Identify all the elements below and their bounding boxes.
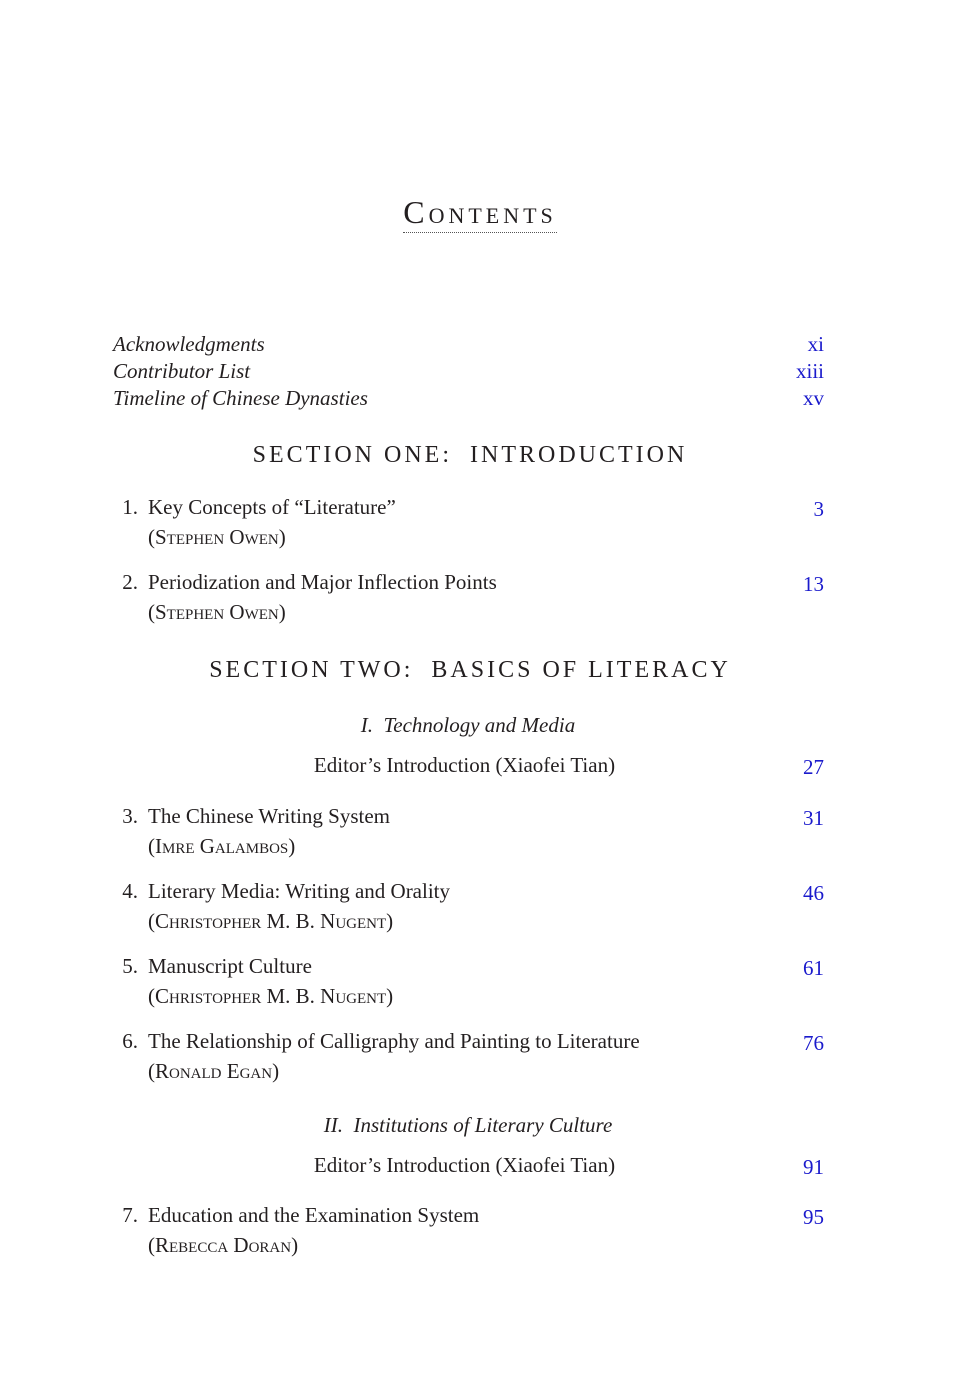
page-link[interactable]: 95 — [803, 1205, 824, 1229]
page-link[interactable]: 76 — [803, 1031, 824, 1055]
page-link[interactable]: 31 — [803, 806, 824, 830]
toc-item-acknowledgments[interactable] — [113, 331, 824, 358]
page-title — [0, 192, 960, 233]
entry-number: 5. — [122, 954, 138, 978]
entry-author: (Christopher M. B. Nugent) — [148, 909, 394, 933]
entry-author: (Rebecca Doran) — [148, 1233, 299, 1257]
editor-introduction-label-wrap — [113, 750, 824, 780]
page-link[interactable]: 27 — [803, 755, 824, 779]
entry-title: The Relationship of Calligraphy and Painting to Literature — [148, 1029, 640, 1053]
toc-item-label: Contributor List — [113, 359, 251, 383]
entry-number: 1. — [122, 495, 138, 519]
entry-number: 4. — [122, 879, 138, 903]
editor-introduction-label-wrap — [113, 1150, 824, 1180]
page-link[interactable]: 3 — [813, 497, 824, 521]
toc-item-timeline[interactable] — [113, 385, 824, 412]
entry-author: (Ronald Egan) — [148, 1059, 280, 1083]
page-link[interactable]: xi — [807, 332, 824, 356]
entry-author: (Stephen Owen) — [148, 600, 286, 624]
entry-author: (Stephen Owen) — [148, 525, 286, 549]
page-link[interactable]: 61 — [803, 956, 824, 980]
toc-item-label: Acknowledgments — [113, 332, 265, 356]
entry-author: (Christopher M. B. Nugent) — [148, 984, 394, 1008]
subsection-heading: II. Institutions of Literary Culture — [323, 1113, 613, 1137]
section-heading: SECTION TWO: BASICS OF LITERACY — [209, 657, 731, 683]
entry-author: (Imre Galambos) — [148, 834, 296, 858]
toc-item-label: Timeline of Chinese Dynasties — [113, 386, 368, 410]
entry-number: 3. — [122, 804, 138, 828]
entry-number: 7. — [122, 1203, 138, 1227]
toc-item-contributor-list[interactable] — [113, 358, 824, 385]
entry-title: Manuscript Culture — [148, 954, 312, 978]
page-link[interactable]: 91 — [803, 1155, 824, 1179]
entry-title: Literary Media: Writing and Orality — [148, 879, 451, 903]
page-link[interactable]: xv — [803, 386, 824, 410]
entry-title: Key Concepts of “Literature” — [148, 495, 396, 519]
entry-title: Periodization and Major Inflection Points — [148, 570, 497, 594]
subsection-heading: I. Technology and Media — [360, 713, 576, 737]
editor-introduction-label: Editor’s Introduction (Xiaofei Tian) — [313, 1153, 616, 1177]
entry-title: Education and the Examination System — [148, 1203, 480, 1227]
entry-number: 2. — [122, 570, 138, 594]
editor-introduction-label: Editor’s Introduction (Xiaofei Tian) — [313, 753, 616, 777]
page-link[interactable]: 13 — [803, 572, 824, 596]
page-link[interactable]: xiii — [795, 359, 824, 383]
page-title-text: Contents — [403, 192, 557, 233]
page-link[interactable]: 46 — [803, 881, 824, 905]
entry-number: 6. — [122, 1029, 138, 1053]
section-heading: SECTION ONE: INTRODUCTION — [252, 442, 688, 468]
entry-title: The Chinese Writing System — [148, 804, 390, 828]
